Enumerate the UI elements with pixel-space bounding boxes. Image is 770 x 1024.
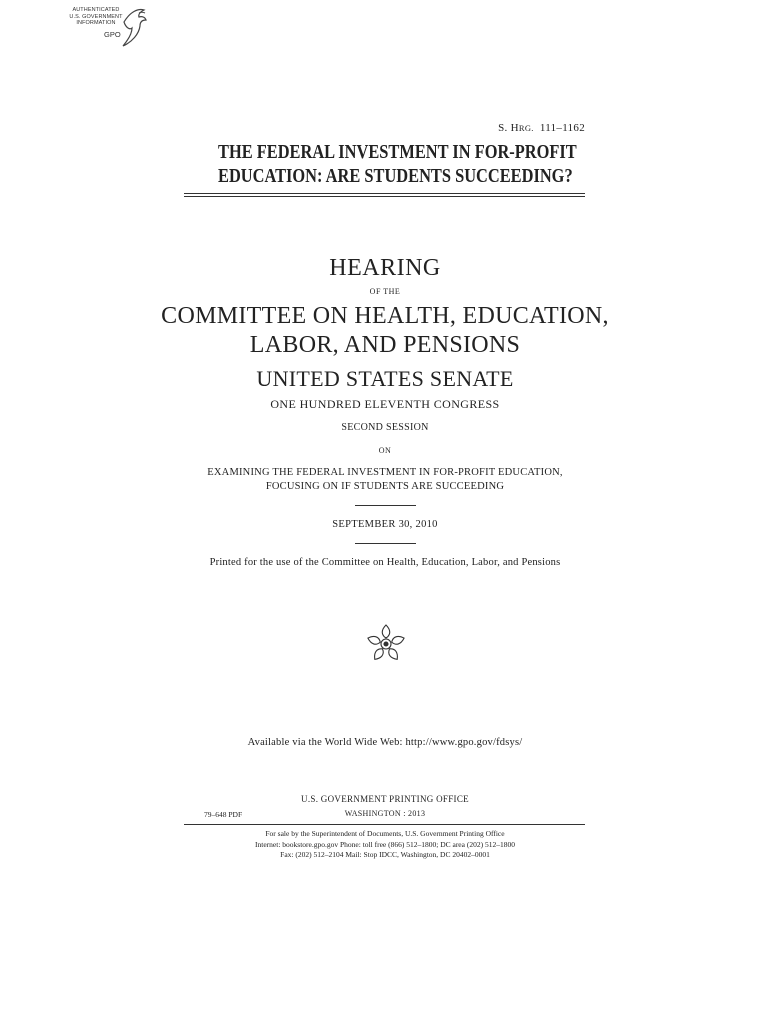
pdf-identifier: 79–648 PDF (204, 810, 243, 819)
committee-line-2: LABOR, AND PENSIONS (249, 332, 521, 358)
sales-line-3: Fax: (202) 512–2104 Mail: Stop IDCC, Washington, DC 20402–0001 (280, 850, 490, 859)
eagle-icon (60, 4, 152, 50)
title-divider (184, 193, 585, 197)
hearing-date: SEPTEMBER 30, 2010 (332, 519, 438, 530)
hearing-prefix-small: RG. (518, 123, 534, 133)
logo-gpo-word: GPO (104, 30, 121, 39)
committee-name (0, 302, 770, 360)
hearing-number (498, 122, 585, 134)
logo-line-2: U.S. GOVERNMENT (69, 13, 123, 20)
divider-top (355, 505, 416, 506)
examining-line-1: EXAMINING THE FEDERAL INVESTMENT IN FOR-PROFIT EDUCATION, (207, 467, 563, 478)
on-text: ON (378, 446, 392, 455)
sales-line-2: Internet: bookstore.gpo.gov Phone: toll free (866) 512–1800; DC area (202) 512–1800 (255, 839, 515, 849)
gpo-authenticated-logo (60, 4, 152, 50)
divider-bottom (355, 543, 416, 544)
printed-for-text: Printed for the use of the Committee on Health, Education, Labor, and Pensions (209, 557, 561, 568)
congress-text: ONE HUNDRED ELEVENTH CONGRESS (270, 397, 500, 411)
hearing-prefix: S. H (498, 122, 519, 134)
logo-line-1: AUTHENTICATED (72, 7, 120, 13)
title-line-1: THE FEDERAL INVESTMENT IN FOR-PROFIT (218, 141, 577, 163)
session-text: SECOND SESSION (341, 422, 429, 433)
title-line-2: EDUCATION: ARE STUDENTS SUCCEEDING? (218, 165, 573, 187)
gpo-seal-icon (365, 622, 407, 666)
of-the-text: OF THE (369, 287, 401, 296)
sales-line-1: For sale by the Superintendent of Documents, U.S. Government Printing Office (265, 829, 505, 838)
footer-divider (184, 824, 585, 825)
committee-line-1: COMMITTEE ON HEALTH, EDUCATION, (161, 303, 609, 329)
printing-office: U.S. GOVERNMENT PRINTING OFFICE (301, 794, 469, 804)
sales-info (0, 829, 770, 861)
place-year: WASHINGTON : 2013 (344, 809, 426, 818)
logo-line-3: INFORMATION (76, 20, 116, 26)
examining-subtitle (0, 466, 770, 494)
hearing-heading: HEARING (329, 255, 441, 281)
available-online-text: Available via the World Wide Web: http://www.gpo.gov/fdsys/ (247, 737, 523, 748)
document-title (218, 140, 577, 188)
hearing-number-value: 111–1162 (539, 122, 585, 134)
examining-line-2: FOCUSING ON IF STUDENTS ARE SUCCEEDING (265, 481, 505, 492)
senate-heading: UNITED STATES SENATE (256, 366, 514, 391)
